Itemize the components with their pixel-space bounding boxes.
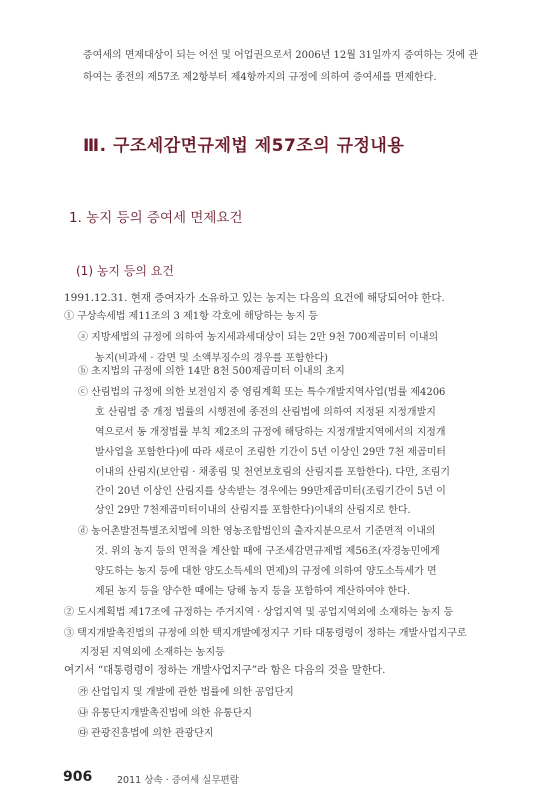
list-item-1b: ⓑ 초지법의 규정에 의한 14만 8천 500제곱미터 이내의 초지 xyxy=(78,366,345,377)
intro-line-2: 하여는 종전의 제57조 제2항부터 제4항까지의 규정에 의하여 증여세를 면제한다. xyxy=(83,72,437,83)
intro-line-1: 증여세의 면제대상이 되는 어선 및 어업권으로서 2006년 12월 31일까지 증여하는 것에 관 xyxy=(83,50,478,61)
list-item-1c-line-3: 역으로서 동 개정법률 부칙 제2조의 규정에 해당하는 지정개발지역에서의 지정개 xyxy=(95,427,446,438)
list-item-ga: ㉮ 산업입지 및 개발에 관한 법률에 의한 공업단지 xyxy=(78,687,294,698)
running-footer-title: 2011 상속 · 증여세 실무편람 xyxy=(117,775,239,786)
list-item-1a-line-2: 농지(비과세 · 감면 및 소액부징수의 경우를 포함한다) xyxy=(95,353,328,364)
list-item-1a-line-1: ⓐ 지방세법의 규정에 의하여 농지세과세대상이 되는 2만 9천 700제곱미터 이내의 xyxy=(78,332,439,343)
list-item-1c-line-5: 이내의 산림지(보안림 · 채종림 및 천연보호림의 산림지를 포함한다). 다만, 조림기 xyxy=(95,467,451,478)
list-item-1: ① 구상속세법 제11조의 3 제1항 각호에 해당하는 농지 등 xyxy=(64,311,319,322)
list-item-3-line-1: ③ 택지개발촉진법의 규정에 의한 택지개발예정지구 기타 대통령령이 정하는 개발사업지구로 xyxy=(64,628,467,639)
list-item-1c-line-4: 발사업을 포함한다)에 따라 새로이 조림한 기간이 5년 이상인 29만 7천 제곱미터 xyxy=(95,447,446,458)
list-item-1d-line-4: 제된 농지 등을 양수한 때에는 당해 농지 등을 포함하여 계산하여야 한다. xyxy=(95,586,411,597)
list-item-1c-line-2: 호 산림법 중 개정 법률의 시행전에 종전의 산림법에 의하여 지정된 지정개발지 xyxy=(95,407,436,418)
list-item-1d-line-2: 것. 위의 농지 등의 면적을 계산할 때에 구조세감면규제법 제56조(자경농민에게 xyxy=(95,546,440,557)
list-item-2: ② 도시계획법 제17조에 규정하는 주거지역 · 상업지역 및 공업지역외에 소재하는 농지 등 xyxy=(64,607,454,618)
subsubsection-title: (1) 농지 등의 요건 xyxy=(76,264,174,278)
subsection-title: 1. 농지 등의 증여세 면제요건 xyxy=(69,210,243,226)
page-number: 906 xyxy=(63,769,93,785)
list-item-na: ㉯ 유통단지개발촉진법에 의한 유통단지 xyxy=(78,708,253,719)
section-title: Ⅲ. 구조세감면규제법 제57조의 규정내용 xyxy=(83,136,405,156)
list-item-1c-line-1: ⓒ 산림법의 규정에 의한 보전임지 중 영림계획 또는 특수개발지역사업(법률 제4206 xyxy=(78,387,446,398)
list-item-1d-line-1: ⓓ 농어촌발전특별조치법에 의한 영농조합법인의 출자지분으로서 기준면적 이내의 xyxy=(78,526,436,537)
list-item-1c-line-7: 상인 29만 7천제곱미터이내의 산림지를 포함한다)이내의 산림지로 한다. xyxy=(95,505,411,516)
where-paragraph: 여기서 “대통령령이 정하는 개발사업지구”라 함은 다음의 것을 말한다. xyxy=(64,664,386,676)
list-item-1d-line-3: 양도하는 농지 등에 대한 양도소득세의 면제)의 규정에 의하여 양도소득세가 면 xyxy=(95,566,437,577)
list-item-1c-line-6: 간이 20년 이상인 산림지를 상속받는 경우에는 99만제곱미터(조림기간이 5년 이 xyxy=(95,486,446,497)
list-item-da: ㉰ 관광진흥법에 의한 관광단지 xyxy=(78,728,214,739)
intro-paragraph: 1991.12.31. 현재 증여자가 소유하고 있는 농지는 다음의 요건에 해당되어야 한다. xyxy=(64,292,445,304)
list-item-3-line-2: 지정된 지역외에 소재하는 농지등 xyxy=(80,647,225,658)
